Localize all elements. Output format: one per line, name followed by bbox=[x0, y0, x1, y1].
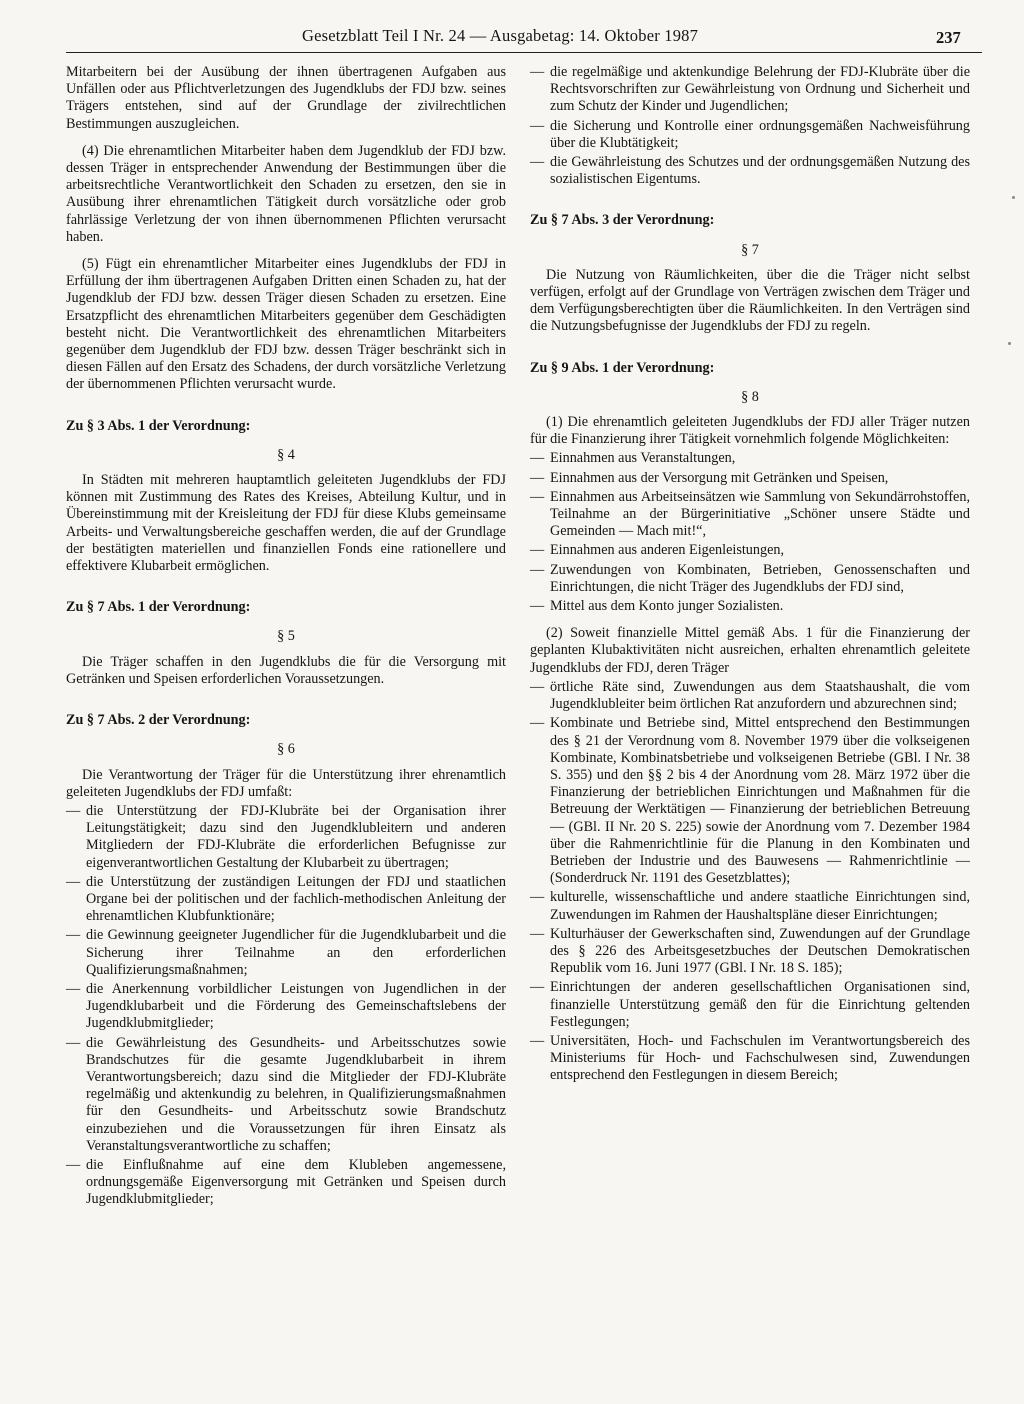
dash-mark: — bbox=[530, 64, 545, 80]
dash-mark: — bbox=[530, 889, 545, 906]
dash-mark: — bbox=[530, 1032, 545, 1049]
dash-list bbox=[66, 803, 506, 1209]
paragraph: Die Verantwortung der Träger für die Unterstützung ihrer ehrenamtlich geleiteten Jugendklubs der FDJ umfaßt: bbox=[66, 766, 506, 800]
section-number: § 4 bbox=[277, 446, 295, 463]
list-item bbox=[66, 1035, 506, 1155]
dash-list bbox=[530, 679, 970, 1085]
list-item-text: die Anerkennung vorbildlicher Leistungen von Jugendlichen in der Jugendklubarbeit und die Förderung des Gemeinschaftslebens der Jugendklubmitglieder; bbox=[86, 980, 506, 1032]
list-item-text: die Gewährleistung des Schutzes und der ordnungsgemäßen Nutzung des sozialistischen Eigentums. bbox=[550, 154, 970, 188]
list-item bbox=[530, 562, 970, 596]
dash-mark: — bbox=[530, 678, 545, 695]
paragraph: (4) Die ehrenamtlichen Mitarbeiter haben dem Jugendklub der FDJ bzw. dessen Träger in entsprechender Anwendung der Bestimmungen über die arbeitsrechtliche Verantwortlichkeit den Schaden zu ersetzen, den sie in Ausübung ihrer ehrenamtlichen Tätigkeit durch vorsätzliche oder grob fahrlässige Verletzung der von ihnen übernommenen Pflichten verursacht haben. bbox=[66, 142, 506, 245]
list-item bbox=[530, 118, 970, 152]
section-number: § 7 bbox=[741, 241, 759, 258]
list-item bbox=[66, 803, 506, 872]
dash-list bbox=[530, 450, 970, 615]
list-item bbox=[530, 889, 970, 923]
list-item bbox=[66, 981, 506, 1033]
section-heading: Zu § 7 Abs. 2 der Verordnung: bbox=[66, 712, 251, 729]
page-header bbox=[0, 26, 1024, 52]
list-item-text: die Einflußnahme auf eine dem Klubleben angemessene, ordnungsgemäße Eigenversorgung mit Getränken und Speisen durch Jugendklubmitglieder; bbox=[86, 1156, 506, 1208]
list-item-text: Einnahmen aus anderen Eigenleistungen, bbox=[550, 542, 785, 559]
list-item bbox=[530, 926, 970, 978]
list-item bbox=[530, 64, 970, 116]
dash-mark: — bbox=[66, 1034, 81, 1051]
list-item bbox=[530, 979, 970, 1031]
section-heading: Zu § 3 Abs. 1 der Verordnung: bbox=[66, 417, 251, 434]
list-item-text: die Gewährleistung des Gesundheits- und Arbeitsschutzes sowie Brandschutzes für die gesamte Jugendklubarbeit in ihrem Verantwortungsbereich; dazu sind die Mitglieder der FDJ-Klubräte regelmäßig und aktenkundig zu belehren, in Qualifizierungsmaßnahmen für den Gesundheits- und Arbeitsschutz sowie Brandschutz einzubeziehen und die Voraussetzungen für ihren Einsatz als Veranstaltungsverantwortliche zu schaffen; bbox=[86, 1034, 506, 1154]
paragraph: (1) Die ehrenamtlich geleiteten Jugendklubs der FDJ aller Träger nutzen für die Finanzierung ihrer Tätigkeit vornehmlich folgende Möglichkeiten: bbox=[530, 414, 970, 448]
list-item-text: Zuwendungen von Kombinaten, Betrieben, Genossenschaften und Einrichtungen, die nicht Träger des Jugendklubs der FDJ sind, bbox=[550, 561, 970, 595]
section-heading: Zu § 9 Abs. 1 der Verordnung: bbox=[530, 359, 715, 376]
section-number: § 6 bbox=[277, 741, 295, 758]
paragraph: (5) Fügt ein ehrenamtlicher Mitarbeiter eines Jugendklubs der FDJ in Erfüllung der ihm übertragenen Aufgaben Dritten einen Schaden zu, hat der Jugendklub der FDJ bzw. dessen Träger diesen Schaden zu ersetzen. Eine Ersatzpflicht des ehrenamtlichen Mitarbeiters gegenüber dem Geschädigten besteht nicht. Die Verantwortlichkeit des ehrenamtlichen Mitarbeiters gegenüber dem Jugendklub der FDJ bzw. dessen Träger beschränkt sich in diesen Fällen auf den Ersatz des Schadens, der durch vorsätzliche Verletzung der übernommenen Pflichten verursacht wurde. bbox=[66, 256, 506, 393]
list-item-text: die Gewinnung geeigneter Jugendlicher für die Jugendklubarbeit und die Sicherung ihrer Teilnahme an den erforderlichen Qualifizierungsmaßnahmen; bbox=[86, 927, 506, 978]
list-item-text: Kombinate und Betriebe sind, Mittel entsprechend den Bestimmungen des § 21 der Verordnung vom 8. November 1979 über die volkseigenen Kombinate, Kombinatsbetriebe und volkseigenen Betriebe (GBl. I Nr. 38 S. 355) und den §§ 2 bis 4 der Anordnung vom 28. März 1972 über die Finanzierung der betrieblichen Einrichtungen und Maßnahmen für die Betreuung der Werktätigen — Finanzierung der betrieblichen Betreuung — (GBl. II Nr. 20 S. 225) sowie der Anordnung vom 7. Dezember 1984 über die Rahmenrichtlinie für die Planung in den Kombinaten und Betrieben der Industrie und des Bauwesens — Rahmenrichtlinie — (Sonderdruck Nr. 1191 des Gesetzblattes); bbox=[550, 715, 970, 887]
dash-mark: — bbox=[530, 979, 545, 996]
dash-mark: — bbox=[530, 542, 545, 559]
dash-mark: — bbox=[66, 873, 81, 890]
list-item bbox=[530, 154, 970, 188]
list-item-text: die Unterstützung der FDJ-Klubräte bei der Organisation ihrer Leitungstätigkeit; dazu sind den Jugendklubleitern und anderen Mitgliedern der FDJ-Klubräte die erforderlichen Befugnisse zur eigenverantwortlichen Gestaltung der Klubarbeit zu übertragen; bbox=[86, 802, 506, 871]
list-item-text: Mittel aus dem Konto junger Sozialisten. bbox=[550, 598, 784, 615]
dash-mark: — bbox=[66, 927, 81, 944]
list-item bbox=[530, 598, 970, 615]
dash-mark: — bbox=[66, 980, 81, 997]
list-item-text: die Unterstützung der zuständigen Leitungen der FDJ und staatlichen Organe bei der politischen und der fachlich-methodischen Anleitung der ehrenamtlichen Klubfunktionäre; bbox=[86, 873, 506, 925]
list-item bbox=[66, 1157, 506, 1209]
list-item bbox=[66, 927, 506, 979]
section-heading: Zu § 7 Abs. 1 der Verordnung: bbox=[66, 599, 251, 616]
list-item bbox=[530, 542, 970, 559]
paragraph: Die Träger schaffen in den Jugendklubs die für die Versorgung mit Getränken und Speisen erforderlichen Voraussetzungen. bbox=[66, 653, 506, 687]
dash-mark: — bbox=[530, 488, 545, 505]
paragraph: Mitarbeitern bei der Ausübung der ihnen übertragenen Aufgaben aus Unfällen oder aus Pflichtverletzungen des Jugendklubs der FDJ bzw. seines Trägers entstehen, sind auf der Grundlage der zivilrechtlichen Bestimmungen auszugleichen. bbox=[66, 64, 506, 132]
list-item bbox=[530, 679, 970, 713]
list-item bbox=[530, 489, 970, 541]
page-number: 237 bbox=[936, 28, 961, 47]
dash-mark: — bbox=[530, 598, 545, 615]
section-number: § 8 bbox=[741, 388, 759, 405]
list-item bbox=[530, 1033, 970, 1085]
list-item-text: kulturelle, wissenschaftliche und andere staatliche Einrichtungen sind, Zuwendungen im Rahmen der Haushaltspläne dieser Einrichtungen; bbox=[550, 889, 970, 923]
dash-mark: — bbox=[530, 450, 545, 467]
header-title: Gesetzblatt Teil I Nr. 24 — Ausgabetag: 14. Oktober 1987 bbox=[302, 26, 699, 45]
dash-mark: — bbox=[530, 154, 545, 171]
list-item-text: die Sicherung und Kontrolle einer ordnungsgemäßen Nachweisführung über die Klubtätigkeit; bbox=[550, 117, 970, 151]
header-rule bbox=[66, 52, 982, 53]
dash-mark: — bbox=[530, 117, 545, 134]
right-column bbox=[530, 64, 970, 1095]
list-item bbox=[530, 470, 970, 487]
list-item-text: Universitäten, Hoch- und Fachschulen im Verantwortungsbereich des Ministeriums für Hoch- und Fachschulwesen sind, Zuwendungen entsprechend den Festlegungen in diesem Bereich; bbox=[550, 1032, 970, 1084]
dash-mark: — bbox=[530, 469, 545, 486]
dash-mark: — bbox=[530, 561, 545, 578]
list-item bbox=[530, 715, 970, 887]
scan-speck bbox=[1008, 342, 1011, 345]
list-item-text: Einnahmen aus Arbeitseinsätzen wie Sammlung von Sekundärrohstoffen, Teilnahme an der Bürgerinitiative „Schöner unsere Städte und Gemeinden — Mach mit!“, bbox=[550, 488, 970, 540]
list-item bbox=[66, 874, 506, 926]
left-column bbox=[66, 64, 506, 1219]
dash-mark: — bbox=[530, 925, 545, 942]
paragraph: In Städten mit mehreren hauptamtlich geleiteten Jugendklubs der FDJ können mit Zustimmung des Rates des Kreises, Abteilung Kultur, und in Übereinstimmung mit der Kreisleitung der FDJ für diese Klubs gemeinsame Arbeits- und Verwaltungsbereiche geschaffen werden, die auf der Grundlage der bestätigten materiellen und finanziellen Fonds eine rationellere und effektivere Klubarbeit ermöglichen. bbox=[66, 472, 506, 575]
paragraph: (2) Soweit finanzielle Mittel gemäß Abs. 1 für die Finanzierung der geplanten Klubaktivitäten nicht ausreichen, erhalten ehrenamtlich geleitete Jugendklubs der FDJ, deren Träger bbox=[530, 625, 970, 676]
list-item bbox=[530, 450, 970, 467]
list-item-text: die regelmäßige und aktenkundige Belehrung der FDJ-Klubräte über die Rechtsvorschriften zur Gewährleistung von Ordnung und Sicherheit und zum Schutz der Kinder und Jugendlichen; bbox=[550, 64, 970, 115]
scan-speck bbox=[1012, 196, 1015, 199]
section-number: § 5 bbox=[277, 628, 295, 645]
dash-mark: — bbox=[66, 802, 81, 819]
list-item-text: Kulturhäuser der Gewerkschaften sind, Zuwendungen auf der Grundlage des § 226 des Arbeitsgesetzbuches der Deutschen Demokratischen Republik vom 16. Juni 1977 (GBl. I Nr. 18 S. 185); bbox=[550, 925, 970, 977]
dash-mark: — bbox=[530, 715, 545, 732]
list-item-text: örtliche Räte sind, Zuwendungen aus dem Staatshaushalt, die vom Jugendklubleiter beim örtlichen Rat anzufordern und abzurechnen sind; bbox=[550, 678, 970, 713]
paragraph: Die Nutzung von Räumlichkeiten, über die die Träger nicht selbst verfügen, erfolgt auf der Grundlage von Verträgen zwischen dem Träger und dem Verfügungsberechtigten über die Räumlichkeiten. In den Verträgen sind die Nutzungsbefugnisse der Jugendklubs der FDJ zu regeln. bbox=[530, 266, 970, 335]
list-item-text: Einnahmen aus der Versorgung mit Getränken und Speisen, bbox=[550, 469, 889, 486]
dash-list bbox=[530, 64, 970, 188]
list-item-text: Einrichtungen der anderen gesellschaftlichen Organisationen sind, finanzielle Unterstützung gemäß den für die Einrichtung geltenden Festlegungen; bbox=[550, 979, 970, 1030]
list-item-text: Einnahmen aus Veranstaltungen, bbox=[550, 450, 736, 467]
section-heading: Zu § 7 Abs. 3 der Verordnung: bbox=[530, 212, 715, 229]
dash-mark: — bbox=[66, 1156, 81, 1173]
